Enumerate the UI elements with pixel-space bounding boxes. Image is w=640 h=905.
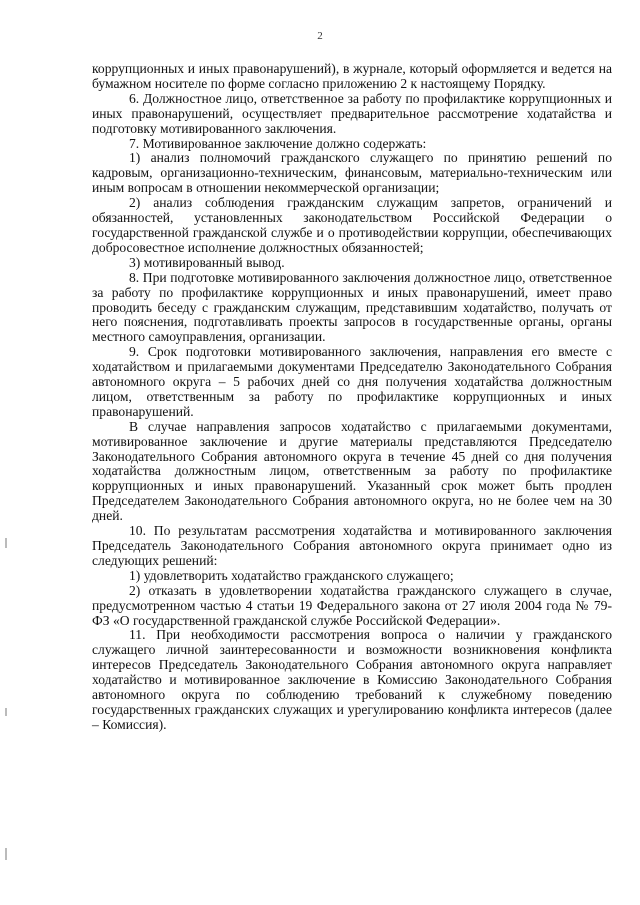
paragraph-item-7-2: 2) анализ соблюдения гражданским служащим запретов, ограничений и обязанностей, установленных законодательством Российской Федерации о государственной гражданской службе и о противодействии коррупции, обеспечивающих добросовестное исполнение должностных обязанностей;	[92, 195, 612, 255]
paragraph-item-9: 9. Срок подготовки мотивированного заключения, направления его вместе с ходатайством и прилагаемыми документами Председателю Законодательного Собрания автономного округа – 5 рабочих дней со дня получения ходатайства должностным лицом, ответственным за работу по профилактике коррупционных и иных правонарушений.	[92, 344, 612, 419]
paragraph-item-6: 6. Должностное лицо, ответственное за работу по профилактике коррупционных и иных правонарушений, осуществляет предварительное рассмотрение ходатайства и подготовку мотивированного заключения.	[92, 90, 612, 136]
paragraph-item-10-1: 1) удовлетворить ходатайство гражданского служащего;	[129, 567, 454, 583]
paragraph-continuation: коррупционных и иных правонарушений), в журнале, который оформляется и ведется на бумажном носителе по форме согласно приложению 2 к настоящему Порядку.	[92, 61, 612, 91]
paragraph-item-10: 10. По результатам рассмотрения ходатайства и мотивированного заключения Председатель Законодательного Собрания автономного округа принимает одно из следующих решений:	[92, 523, 612, 568]
document-body	[92, 62, 612, 733]
paragraph-item-7-3: 3) мотивированный вывод.	[129, 254, 285, 270]
paragraph-item-7: 7. Мотивированное заключение должно содержать:	[129, 135, 427, 151]
paragraph-item-9-extension: В случае направления запросов ходатайство с прилагаемыми документами, мотивированное заключение и другие материалы представляются Председателю Законодательного Собрания автономного округа в течение 45 дней со дня получения ходатайства должностным лицом, ответственным за работу по профилактике коррупционных и иных правонарушений. Указанный срок может быть продлен Председателем Законодательного Собрания автономного округа, но не более чем на 30 дней.	[92, 418, 612, 524]
paragraph-item-11: 11. При необходимости рассмотрения вопроса о наличии у гражданского служащего личной заинтересованности и возможности возникновения конфликта интересов Председатель Законодательного Собрания автономного округа направляет ходатайство и мотивированное заключение в Комиссию Законодательного Собрания автономного округа по соблюдению требований к служебному поведению государственных гражданских служащих и урегулированию конфликта интересов (далее – Комиссия).	[92, 627, 612, 732]
paragraph-item-10-2: 2) отказать в удовлетворении ходатайства гражданского служащего в случае, предусмотренном частью 4 статьи 19 Федерального закона от 27 июля 2004 года № 79-ФЗ «О государственной гражданской службе Российской Федерации».	[92, 582, 612, 628]
scan-margin-mark	[5, 538, 7, 548]
scan-margin-mark	[5, 848, 7, 860]
paragraph-item-8: 8. При подготовке мотивированного заключения должностное лицо, ответственное за работу по профилактике коррупционных и иных правонарушений, имеет право проводить беседу с гражданским служащим, представившим ходатайство, получать от него пояснения, подготавливать проекты запросов в государственные органы, органы местного самоуправления, организации.	[92, 269, 612, 345]
page-number: 2	[317, 30, 323, 42]
scan-margin-mark	[5, 708, 7, 716]
paragraph-item-7-1: 1) анализ полномочий гражданского служащего по принятию решений по кадровым, организационно-техническим, финансовым, материально-техническим или иным вопросам в отношении некоммерческой организации;	[92, 150, 612, 196]
